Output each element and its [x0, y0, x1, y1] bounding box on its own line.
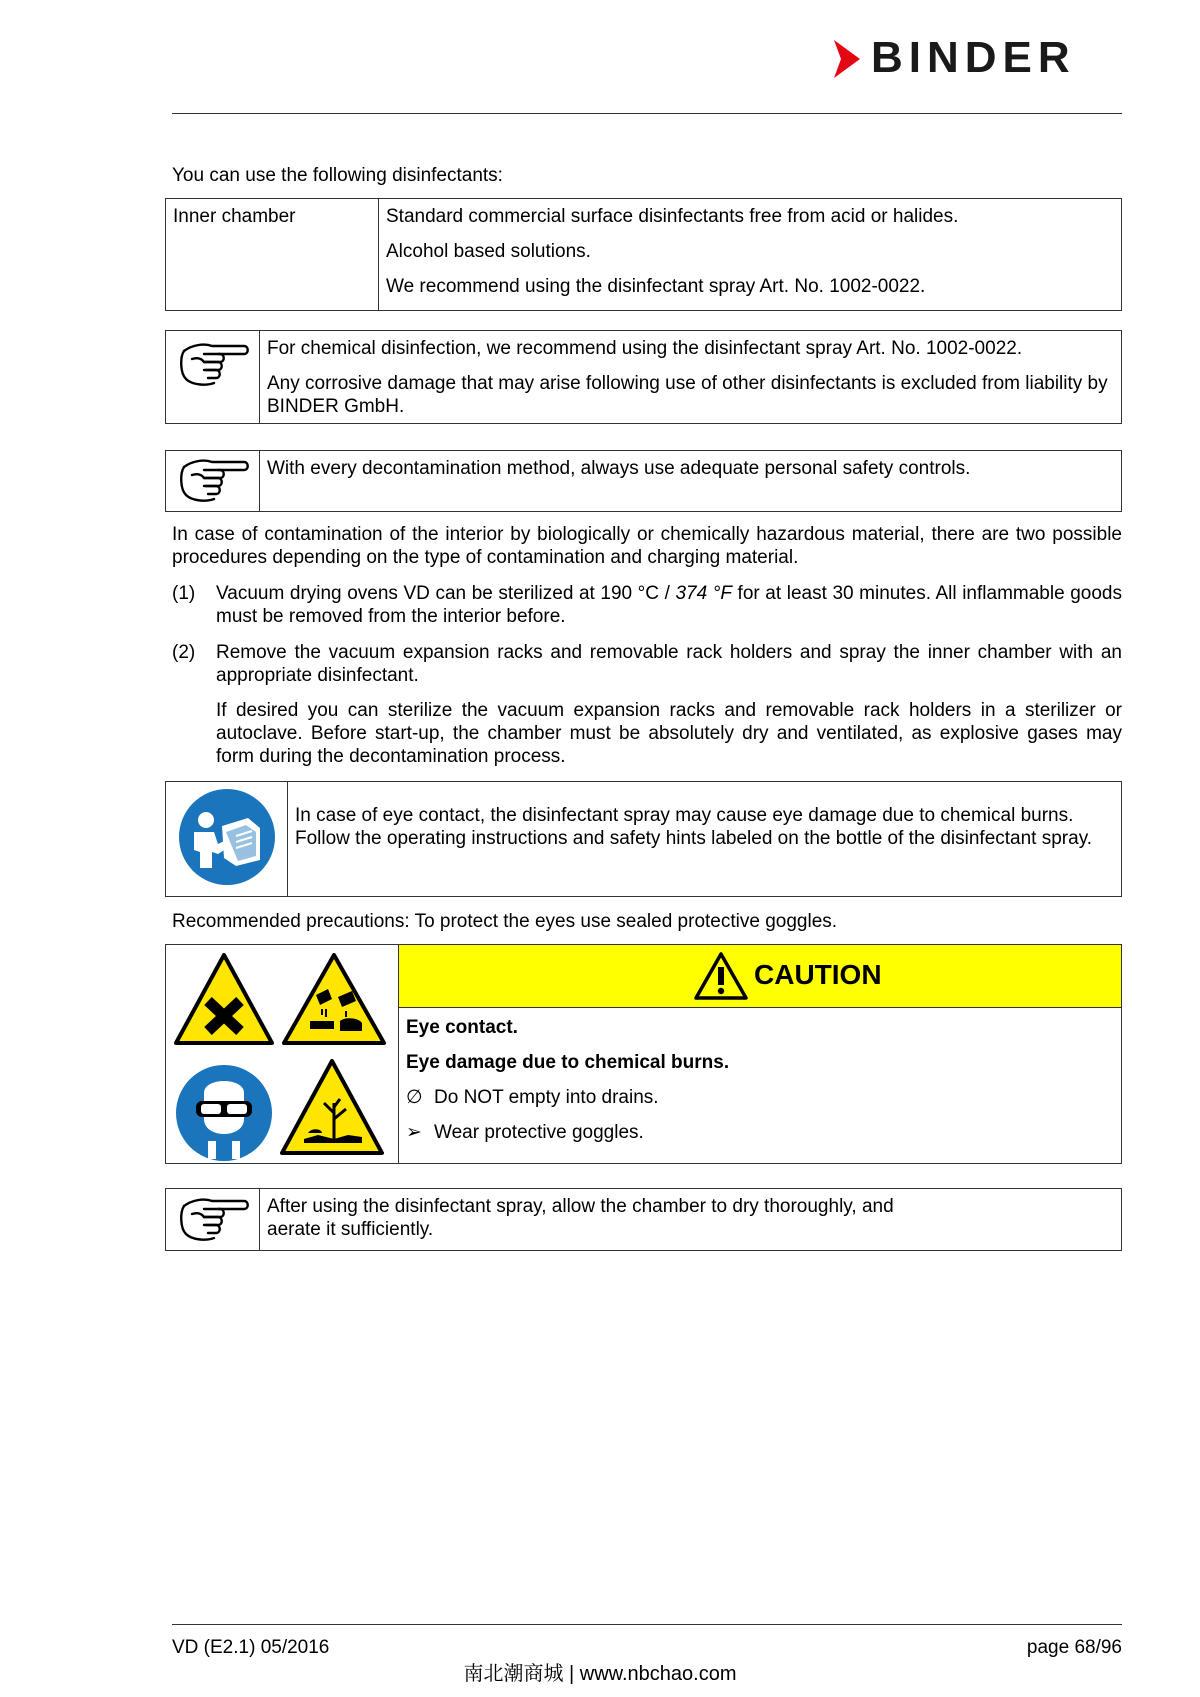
action-line — [406, 1121, 1113, 1144]
manual-text-cell — [288, 782, 1122, 897]
prohibition-symbol-icon: ∅ — [406, 1087, 423, 1108]
procedure-number: (1) — [172, 583, 196, 604]
procedure-number: (2) — [172, 642, 196, 663]
note-line: For chemical disinfection, we recommend using the disinfectant spray Art. No. 1002-0022. — [267, 338, 1023, 359]
disinfectant-line: Alcohol based solutions. — [386, 241, 591, 262]
pointing-hand-icon — [174, 453, 252, 505]
note-icon-cell — [166, 451, 260, 512]
caution-banner — [399, 945, 1121, 1008]
inner-chamber-label: Inner chamber — [173, 206, 296, 227]
disinfectant-line: Standard commercial surface disinfectants free from acid or halides. — [386, 206, 959, 227]
disinfectants-table — [165, 198, 1122, 311]
note-text-cell — [260, 451, 1122, 512]
header-divider — [172, 113, 1122, 114]
procedure-text-italic: 374 °F — [675, 583, 732, 604]
note-icon-cell — [166, 1189, 260, 1251]
precautions-text: Recommended precautions: To protect the eyes use sealed protective goggles. — [172, 911, 838, 932]
manual-note-box — [165, 781, 1122, 897]
note-box-2 — [165, 450, 1122, 512]
footer-divider — [172, 1624, 1122, 1625]
caution-label: CAUTION — [754, 959, 882, 990]
caution-box — [165, 944, 1122, 1164]
caution-title-1: Eye contact. — [406, 1017, 518, 1038]
note-icon-cell — [166, 331, 260, 424]
footer-watermark: 南北潮商城 | www.nbchao.com — [463, 1663, 737, 1685]
manual-note-text: In case of eye contact, the disinfectant spray may cause eye damage due to chemical burns. Follow the operating instructions and safety hints labeled on the bottle of the disinfectant spray. — [295, 805, 1093, 849]
procedure-text: Remove the vacuum expansion racks and removable rack holders and spray the inner chamber with an appropriate disinfectant. — [216, 642, 1122, 686]
prohibition-line — [406, 1086, 1113, 1109]
footer-doc-id: VD (E2.1) 05/2016 — [172, 1637, 330, 1658]
intro-text: You can use the following disinfectants: — [172, 165, 503, 186]
action-text: Wear protective goggles. — [434, 1122, 644, 1143]
arrow-bullet-icon: ➢ — [406, 1122, 422, 1143]
environmental-hazard-icon — [278, 1057, 386, 1157]
brand-name: BINDER — [871, 33, 1076, 82]
contamination-paragraph: In case of contamination of the interior by biologically or chemically hazardous material, there are two possible procedures depending on the type of contamination and charging material. — [172, 524, 1122, 568]
binder-logo — [832, 33, 1122, 82]
read-manual-icon — [178, 788, 276, 886]
note-text-cell — [260, 331, 1122, 424]
binder-logo-arrow-icon — [832, 40, 862, 78]
note-line: With every decontamination method, always use adequate personal safety controls. — [267, 458, 971, 479]
procedure-text-part: for at least 30 minutes. All inflammable goods must be removed from the interior before. — [216, 583, 1122, 627]
harmful-hazard-icon — [172, 951, 276, 1047]
wear-goggles-icon — [174, 1063, 274, 1163]
caution-body — [399, 1008, 1121, 1144]
hazard-symbols-cell — [166, 945, 399, 1164]
note-line: Any corrosive damage that may arise following use of other disinfectants is excluded from liability by BINDER GmbH. — [267, 373, 1108, 417]
note-line: After using the disinfectant spray, allow the chamber to dry thoroughly, and aerate it sufficiently. — [267, 1196, 894, 1240]
procedure-item-2 — [172, 641, 1122, 768]
manual-icon-cell — [166, 782, 288, 897]
warning-triangle-icon — [693, 951, 749, 1001]
pointing-hand-icon — [174, 337, 252, 389]
pointing-hand-icon — [174, 1192, 252, 1244]
caution-title-2: Eye damage due to chemical burns. — [406, 1052, 730, 1073]
table-label-cell — [166, 199, 379, 311]
caution-content-cell — [399, 945, 1122, 1164]
prohibition-text: Do NOT empty into drains. — [434, 1087, 659, 1108]
table-value-cell — [379, 199, 1122, 311]
procedure-text — [216, 582, 1122, 628]
note-box-1 — [165, 330, 1122, 424]
procedure-item-1 — [172, 582, 1122, 628]
corrosive-hazard-icon — [280, 951, 388, 1047]
note-text-cell — [260, 1189, 1122, 1251]
disinfectant-line: We recommend using the disinfectant spray Art. No. 1002-0022. — [386, 276, 926, 297]
note-box-3 — [165, 1188, 1122, 1251]
footer-page-number: page 68/96 — [1026, 1637, 1122, 1658]
procedure-extra-text: If desired you can sterilize the vacuum expansion racks and removable rack holders in a sterilizer or autoclave. Before start-up, the chamber must be absolutely dry and ventilated, as explosive gases may form during the decontamination process. — [216, 700, 1122, 767]
procedure-text-part: Vacuum drying ovens VD can be sterilized at 190 °C / — [216, 583, 676, 604]
